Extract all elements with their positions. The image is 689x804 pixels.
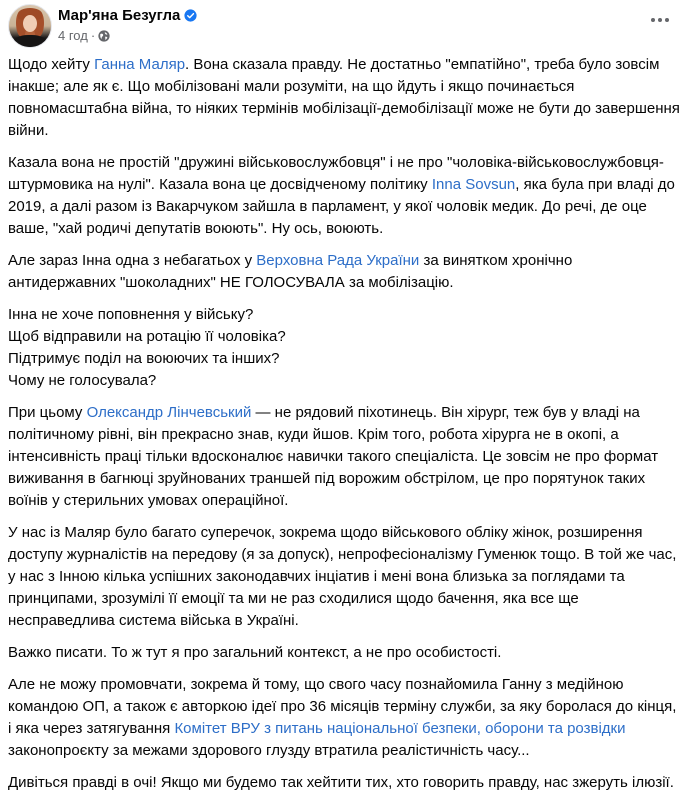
meta-separator: · (90, 28, 96, 43)
text: При цьому (8, 404, 87, 421)
text: Щодо хейту (8, 56, 95, 73)
paragraph-9: Дивіться правді в очі! Якщо ми будемо так хейтити тих, хто говорить правду, нас зжеруть ілюзії. (8, 774, 674, 791)
post-header (0, 0, 689, 52)
post-body (8, 54, 680, 804)
more-dot-icon (651, 18, 655, 22)
post-meta (58, 28, 110, 43)
paragraph-3 (8, 250, 680, 294)
mention-link-hanna-maliar[interactable]: Ганна Маляр (94, 56, 186, 73)
more-dot-icon (658, 18, 662, 22)
text: за винятком хронічно антидержавних "шоколадних" НЕ ГОЛОСУВАЛА за мобілізацію. (8, 252, 573, 291)
paragraph-7: Важко писати. То ж тут я про загальний контекст, а не про особистості. (8, 644, 502, 661)
text: Але не можу промовчати, зокрема й тому, що свого часу познайомила Ганну з медійною командою ОП, а також є авторкою ідеї про 36 місяців терміну служби, за яку боролася до кінця, і яка через затягування (8, 676, 677, 737)
mention-link-oleksandr-linchevskyi[interactable]: Олександр Лінчевський (86, 404, 252, 421)
avatar-body (12, 35, 48, 48)
paragraph-1 (8, 54, 680, 142)
paragraph-8 (8, 674, 680, 762)
mention-link-vru-committee[interactable]: Комітет ВРУ з питань національної безпеки, оборони та розвідки (174, 720, 626, 737)
verified-badge-icon (184, 9, 197, 22)
paragraph-4-questions (8, 304, 680, 392)
author-avatar[interactable] (8, 4, 52, 48)
question-line: Щоб відправили на ротацію її чоловіка? (8, 328, 286, 345)
text: — не рядовий піхотинець. Він хірург, теж був у владі на політичному рівні, він прекрасно знав, куди йшов. Крім того, робота хірурга не в окопі, а інтенсивність праці тільки вдосконалює навички такого спеціаліста. Це зовсім не про формат виживання в багнюці зруйнованих траншей під ворожим обстрілом, це про порятунок таких воїнів у стерильних умовах операційної. (8, 404, 659, 509)
post-timestamp[interactable]: 4 год (58, 28, 88, 43)
paragraph-2 (8, 152, 680, 240)
question-line: Інна не хоче поповнення у війську? (8, 306, 254, 323)
paragraph-6: У нас із Маляр було багато суперечок, зокрема щодо військового обліку жінок, розширення доступу журналістів на передову (я за допуск), непрофесіоналізму Гуменюк тощо. В той же час, у нас з Інною кілька успішних законодавчих інціатив і мені вона близька за поглядами та принципами, зрозумілі її емоції та ми не раз сходилися щодо бачення, яка все ще несправедлива система війська в Україні. (8, 524, 677, 629)
question-line: Підтримує поділ на воюючих та інших? (8, 350, 280, 367)
text: Казала вона не простій "дружині військовослужбовця" і не про "чоловіка-військовослужбовця-штурмовика на нулі". Казала вона це досвідченому політику (8, 154, 664, 193)
text: законопроєкту за межами здорового глузду втратила реалістичність часу... (8, 742, 530, 759)
more-dot-icon (665, 18, 669, 22)
question-line: Чому не голосувала? (8, 372, 157, 389)
text: . Вона сказала правду. Не достатньо "емпатійно", треба було зовсім інакше; але як є. Що мобілізовані мали розуміти, на що йдуть і якщо починається повномасштабна війна, то ніяких термінів мобілізації-демобілізації може не бути до завершення війни. (8, 56, 680, 139)
globe-icon[interactable] (98, 30, 110, 42)
mention-link-verkhovna-rada[interactable]: Верховна Рада України (256, 252, 420, 269)
mention-link-inna-sovsun[interactable]: Inna Sovsun (431, 176, 516, 193)
paragraph-5 (8, 402, 680, 512)
avatar-face (23, 15, 37, 32)
more-options-button[interactable] (645, 8, 675, 32)
author-name-row (58, 7, 197, 24)
text: , яка була при владі до 2019, а далі разом із Вакарчуком зайшла в парламент, у якої чоловік медик. До речі, де оце ваше, "хай родичі депутатів воюють". Ну ось, воюють. (8, 176, 675, 237)
text: Але зараз Інна одна з небагатьох у (8, 252, 257, 269)
author-name[interactable]: Мар'яна Безугла (58, 7, 181, 24)
